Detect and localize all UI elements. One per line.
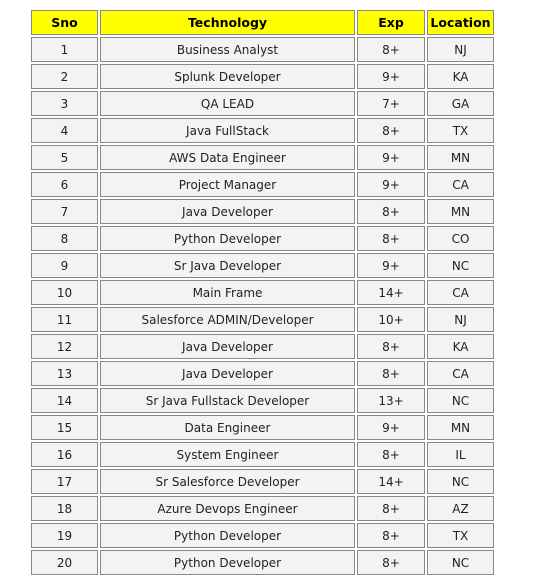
cell-location: GA [427,91,494,116]
cell-technology: Python Developer [100,523,355,548]
cell-technology: AWS Data Engineer [100,145,355,170]
cell-exp: 9+ [357,64,425,89]
cell-sno: 10 [31,280,98,305]
cell-exp: 8+ [357,442,425,467]
table-row [31,523,494,548]
cell-location: MN [427,415,494,440]
cell-location: NJ [427,307,494,332]
cell-sno: 1 [31,37,98,62]
cell-sno: 16 [31,442,98,467]
cell-technology: Python Developer [100,226,355,251]
cell-location: CA [427,361,494,386]
cell-technology: Java Developer [100,361,355,386]
cell-sno: 19 [31,523,98,548]
cell-sno: 13 [31,361,98,386]
cell-sno: 5 [31,145,98,170]
cell-exp: 8+ [357,118,425,143]
cell-technology: Sr Salesforce Developer [100,469,355,494]
table-row [31,253,494,278]
cell-technology: QA LEAD [100,91,355,116]
cell-exp: 9+ [357,415,425,440]
cell-technology: Main Frame [100,280,355,305]
cell-location: TX [427,118,494,143]
job-openings-table [29,8,496,577]
cell-exp: 14+ [357,280,425,305]
table-row [31,361,494,386]
cell-location: AZ [427,496,494,521]
cell-location: NC [427,550,494,575]
cell-exp: 9+ [357,172,425,197]
cell-technology: Splunk Developer [100,64,355,89]
header-exp: Exp [357,10,425,35]
cell-exp: 14+ [357,469,425,494]
header-sno: Sno [31,10,98,35]
cell-exp: 8+ [357,334,425,359]
cell-exp: 10+ [357,307,425,332]
table-row [31,226,494,251]
cell-location: NC [427,253,494,278]
cell-sno: 20 [31,550,98,575]
cell-sno: 9 [31,253,98,278]
table-row [31,37,494,62]
cell-technology: Sr Java Fullstack Developer [100,388,355,413]
cell-sno: 14 [31,388,98,413]
cell-sno: 18 [31,496,98,521]
header-location: Location [427,10,494,35]
cell-technology: Java FullStack [100,118,355,143]
table-row [31,334,494,359]
cell-sno: 7 [31,199,98,224]
table-row [31,307,494,332]
cell-location: NJ [427,37,494,62]
cell-exp: 13+ [357,388,425,413]
cell-technology: Data Engineer [100,415,355,440]
job-openings-sheet [29,8,496,577]
cell-technology: System Engineer [100,442,355,467]
table-row [31,172,494,197]
table-body [31,37,494,575]
header-technology: Technology [100,10,355,35]
cell-location: KA [427,64,494,89]
cell-location: NC [427,469,494,494]
table-row [31,280,494,305]
cell-sno: 15 [31,415,98,440]
cell-exp: 8+ [357,496,425,521]
cell-technology: Project Manager [100,172,355,197]
table-row [31,550,494,575]
table-row [31,118,494,143]
table-row [31,496,494,521]
cell-exp: 8+ [357,199,425,224]
cell-sno: 2 [31,64,98,89]
cell-location: MN [427,199,494,224]
cell-location: IL [427,442,494,467]
cell-exp: 8+ [357,37,425,62]
cell-technology: Java Developer [100,334,355,359]
table-row [31,442,494,467]
cell-exp: 8+ [357,361,425,386]
cell-sno: 3 [31,91,98,116]
table-row [31,145,494,170]
cell-technology: Sr Java Developer [100,253,355,278]
cell-location: MN [427,145,494,170]
cell-technology: Java Developer [100,199,355,224]
cell-exp: 7+ [357,91,425,116]
cell-technology: Salesforce ADMIN/Developer [100,307,355,332]
cell-technology: Azure Devops Engineer [100,496,355,521]
cell-technology: Business Analyst [100,37,355,62]
cell-sno: 8 [31,226,98,251]
cell-exp: 9+ [357,253,425,278]
table-row [31,388,494,413]
cell-location: NC [427,388,494,413]
cell-exp: 8+ [357,550,425,575]
cell-location: TX [427,523,494,548]
cell-location: KA [427,334,494,359]
cell-exp: 8+ [357,226,425,251]
cell-location: CA [427,172,494,197]
table-header-row [31,10,494,35]
table-row [31,199,494,224]
cell-exp: 9+ [357,145,425,170]
cell-sno: 11 [31,307,98,332]
table-row [31,91,494,116]
cell-sno: 17 [31,469,98,494]
cell-exp: 8+ [357,523,425,548]
cell-sno: 12 [31,334,98,359]
cell-sno: 6 [31,172,98,197]
table-row [31,64,494,89]
cell-sno: 4 [31,118,98,143]
cell-location: CO [427,226,494,251]
table-row [31,415,494,440]
cell-location: CA [427,280,494,305]
table-row [31,469,494,494]
cell-technology: Python Developer [100,550,355,575]
